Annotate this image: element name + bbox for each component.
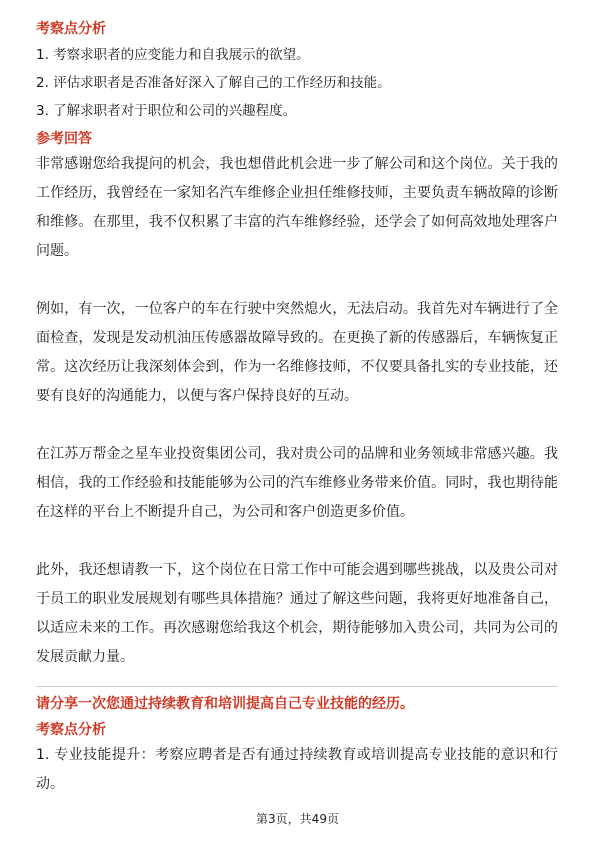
answer-paragraph-4: 此外，我还想请教一下，这个岗位在日常工作中可能会遇到哪些挑战，以及贵公司对于员工的职业发展规划有哪些具体措施？通过了解这些问题，我将更好地准备自己，以适应未来的工作。再次感谢您给我这个机会，期待能够加入贵公司，共同为公司的发展贡献力量。 <box>36 562 558 665</box>
next-analysis-heading: 考察点分析 <box>36 722 106 738</box>
analysis-point-2: 2. 评估求职者是否准备好深入了解自己的工作经历和技能。 <box>36 75 391 91</box>
page-footer: 第3页，共49页 <box>256 812 339 826</box>
section-divider <box>36 686 558 687</box>
answer-paragraph-2: 例如，有一次，一位客户的车在行驶中突然熄火，无法启动。我首先对车辆进行了全面检查，发现是发动机油压传感器故障导致的。在更换了新的传感器后，车辆恢复正常。这次经历让我深刻体会到，作为一名维修技师，不仅要具备扎实的专业技能，还要有良好的沟通能力，以便与客户保持良好的互动。 <box>36 301 558 404</box>
answer-heading: 参考回答 <box>36 131 92 147</box>
analysis-point-3: 3. 了解求职者对于职位和公司的兴趣程度。 <box>36 103 297 119</box>
analysis-heading: 考察点分析 <box>36 21 106 37</box>
next-question: 请分享一次您通过持续教育和培训提高自己专业技能的经历。 <box>36 696 414 712</box>
next-analysis-point-1: 1. 专业技能提升：考察应聘者是否有通过持续教育或培训提高专业技能的意识和行动。 <box>36 747 558 792</box>
analysis-point-1: 1. 考察求职者的应变能力和自我展示的欲望。 <box>36 47 310 63</box>
page-content <box>36 18 558 799</box>
answer-paragraph-3: 在江苏万帮金之星车业投资集团公司，我对贵公司的品牌和业务领域非常感兴趣。我相信，我的工作经验和技能能够为公司的汽车维修业务带来价值。同时，我也期待能在这样的平台上不断提升自己，为公司和客户创造更多价值。 <box>36 446 558 520</box>
answer-paragraph-1: 非常感谢您给我提问的机会，我也想借此机会进一步了解公司和这个岗位。关于我的工作经历，我曾经在一家知名汽车维修企业担任维修技师，主要负责车辆故障的诊断和维修。在那里，我不仅积累了丰富的汽车维修经验，还学会了如何高效地处理客户问题。 <box>36 156 558 259</box>
